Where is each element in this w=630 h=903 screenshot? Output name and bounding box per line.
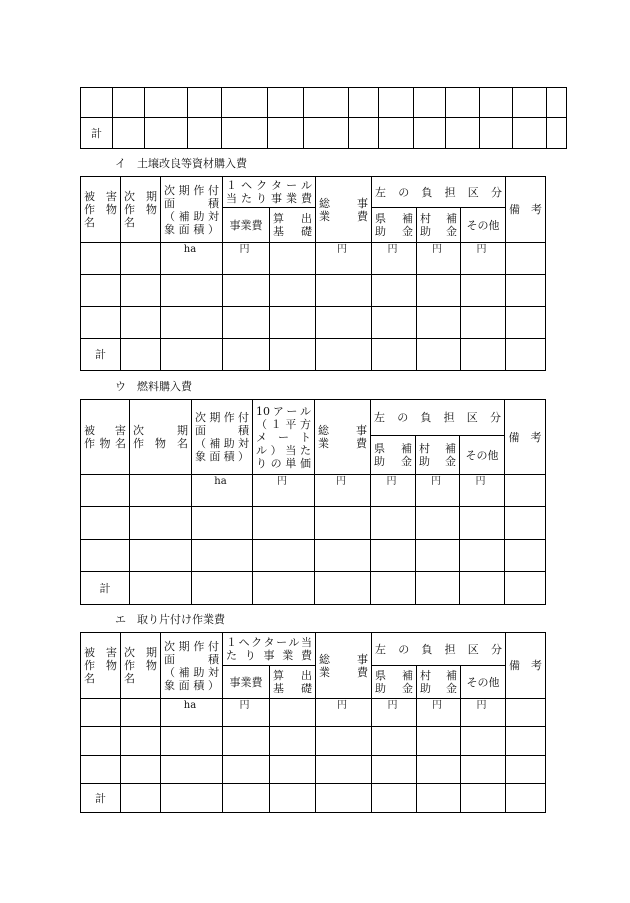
- header-area: 次期作付 面 積 （補助対 象面積）: [161, 633, 223, 699]
- header-total-cost: 総 事 業 費: [316, 633, 372, 699]
- table-row: [81, 243, 546, 275]
- total-row: [81, 118, 567, 149]
- table-row: [81, 727, 546, 756]
- header-basis: 算 出 基 礎: [270, 208, 316, 243]
- unit-village: 円: [416, 475, 460, 507]
- section-title: ウ 燃料購入費: [115, 380, 192, 393]
- unit-cost: 円: [223, 243, 270, 275]
- header-per-ha: １ヘクタール 当たり事業費: [223, 177, 316, 208]
- section-title: イ 土壌改良等資材購入費: [115, 157, 247, 170]
- header-area: 次期作付 面 積 （補助対 象面積）: [192, 400, 253, 475]
- header-remarks: 備 考: [506, 633, 546, 699]
- table-row: [81, 540, 546, 572]
- table-row: [81, 756, 546, 784]
- header-burden: 左の負担区分: [372, 633, 506, 666]
- header-unit-price: 10アール （１平方 メート ル）当た りの単価: [253, 400, 315, 475]
- unit-other: 円: [461, 699, 506, 727]
- header-burden: 左の負担区分: [372, 177, 506, 208]
- header-per-ha: １ヘクタール当 たり事業費: [223, 633, 316, 666]
- header-area: 次期作付 面 積 （補助対 象面積）: [161, 177, 223, 243]
- unit-other: 円: [460, 475, 505, 507]
- total-label: 計: [81, 572, 130, 605]
- header-remarks: 備 考: [505, 400, 546, 475]
- section-title: エ 取り片付け作業費: [115, 613, 225, 626]
- unit-total: 円: [315, 475, 371, 507]
- table-row: [81, 507, 546, 540]
- total-row: [81, 572, 546, 605]
- table-row: [81, 699, 546, 727]
- fuel-table: [80, 399, 546, 605]
- unit-total: 円: [316, 243, 372, 275]
- header-crop: 被 害 作物名: [81, 400, 130, 475]
- table-row: [81, 275, 546, 307]
- header-remarks: 備 考: [506, 177, 546, 243]
- unit-pref: 円: [372, 243, 417, 275]
- unit-price: 円: [253, 475, 315, 507]
- table-row: [81, 88, 567, 118]
- unit-area: ha: [161, 243, 223, 275]
- total-row: [81, 339, 546, 371]
- header-other: その他: [461, 666, 506, 699]
- header-village: 村 補 助 金: [417, 666, 461, 699]
- unit-area: ha: [192, 475, 253, 507]
- unit-pref: 円: [372, 699, 417, 727]
- unit-village: 円: [417, 243, 461, 275]
- header-village: 村 補 助 金: [416, 436, 460, 475]
- header-other: その他: [460, 436, 505, 475]
- unit-village: 円: [417, 699, 461, 727]
- header-prefecture: 県 補 助 金: [372, 208, 417, 243]
- table-row: [81, 475, 546, 507]
- unit-pref: 円: [371, 475, 416, 507]
- header-crop: 被 害 作 物 名: [81, 633, 121, 699]
- header-next-crop: 次 期 作 物 名: [121, 177, 161, 243]
- header-prefecture: 県 補 助 金: [372, 666, 417, 699]
- total-label: 計: [81, 339, 121, 371]
- unit-cost: 円: [223, 699, 270, 727]
- unit-other: 円: [461, 243, 506, 275]
- header-cost: 事業費: [223, 208, 270, 243]
- soil-materials-table: [80, 176, 546, 371]
- header-next-crop: 次 期 作 物 名: [121, 633, 161, 699]
- header-other: その他: [461, 208, 506, 243]
- header-village: 村 補 助 金: [417, 208, 461, 243]
- header-next-crop: 次 期 作 物 名: [130, 400, 192, 475]
- unit-total: 円: [316, 699, 372, 727]
- total-row: [81, 784, 546, 813]
- header-crop: 被 害 作 物 名: [81, 177, 121, 243]
- table-row: [81, 307, 546, 339]
- header-total-cost: 総 事 業 費: [315, 400, 371, 475]
- header-total-cost: 総 事 業 費: [316, 177, 372, 243]
- header-cost: 事業費: [223, 666, 270, 699]
- top-table: [80, 87, 567, 149]
- header-burden: 左の負担区分: [371, 400, 505, 436]
- unit-area: ha: [161, 699, 223, 727]
- header-basis: 算 出 基 礎: [270, 666, 316, 699]
- total-label: 計: [81, 784, 121, 813]
- cleanup-table: [80, 632, 546, 813]
- header-prefecture: 県 補 助 金: [371, 436, 416, 475]
- total-label: 計: [81, 118, 113, 149]
